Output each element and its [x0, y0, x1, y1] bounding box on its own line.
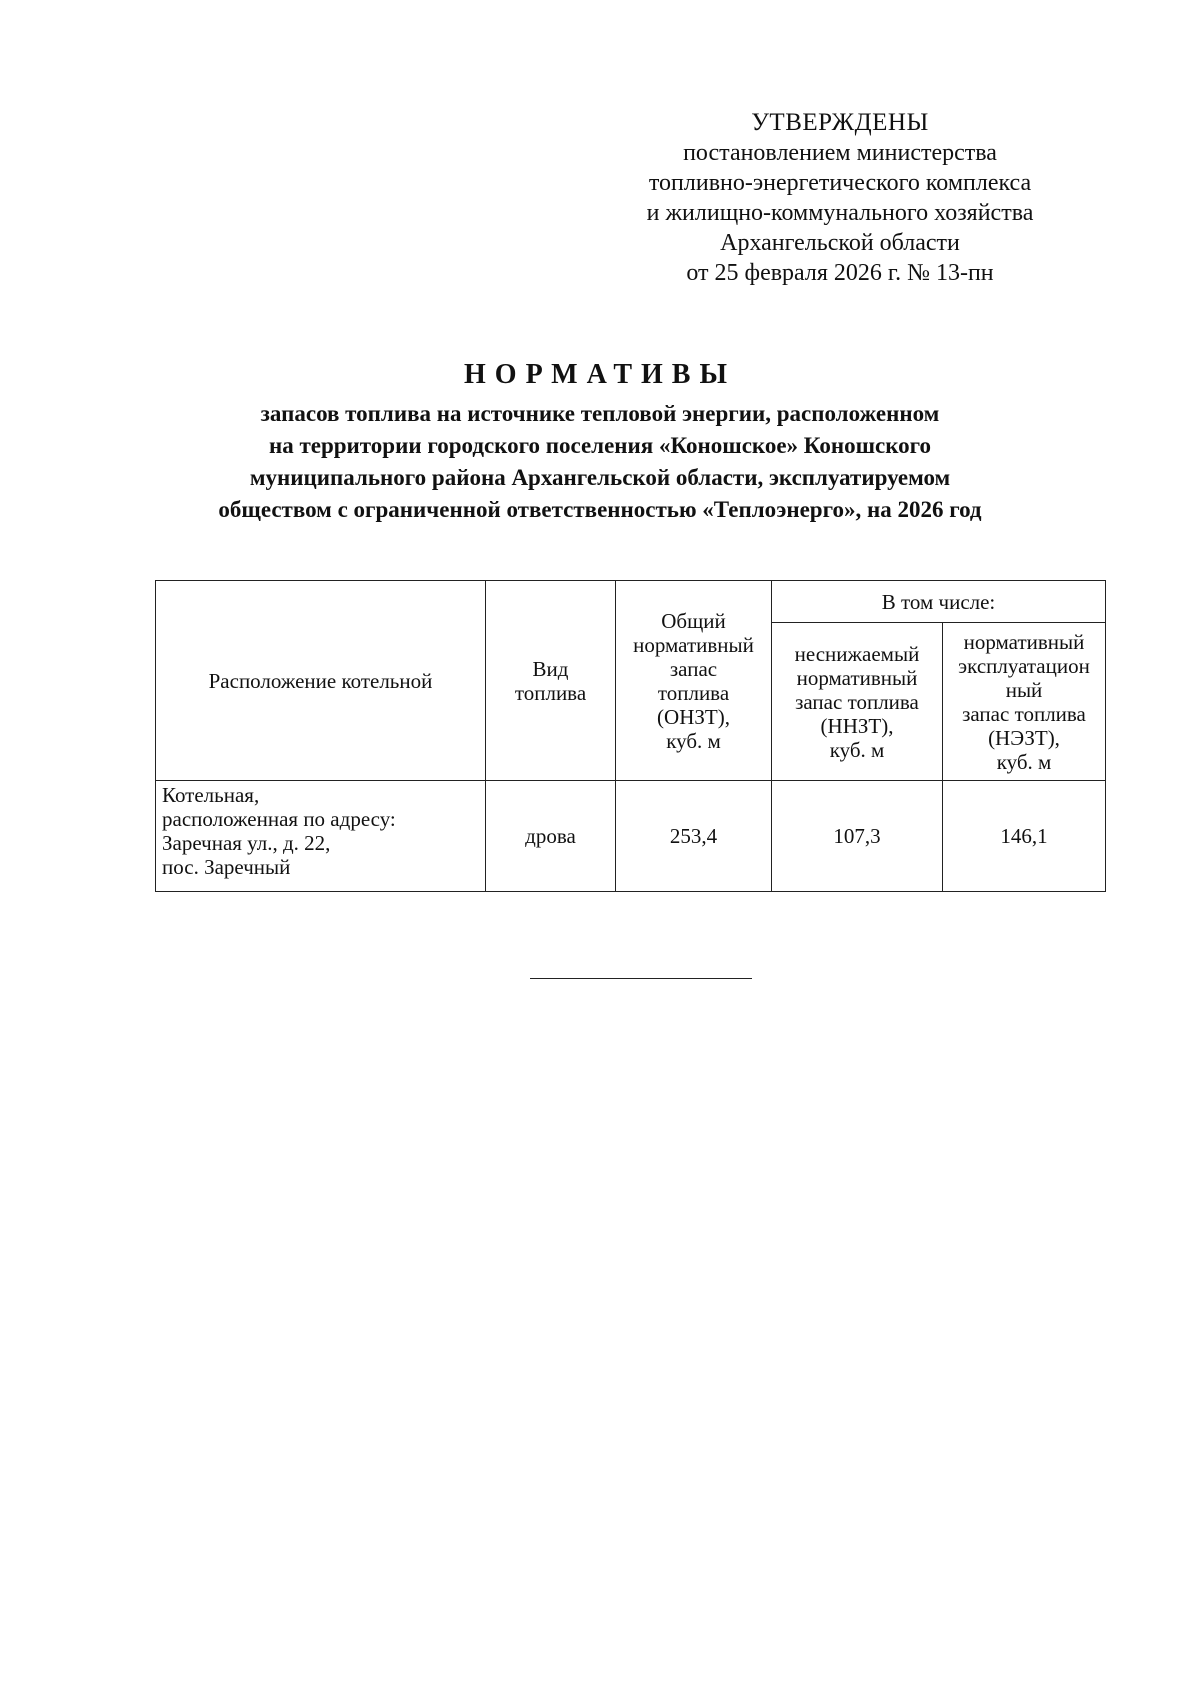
cell-fuel-type: дрова	[486, 781, 616, 892]
header-text-line: запас топлива	[795, 689, 919, 714]
subtitle-line: обществом с ограниченной ответственностью «Теплоэнерго», на 2026 год	[218, 497, 982, 522]
header-including: В том числе:	[772, 581, 1106, 623]
header-text-line: топлива	[514, 680, 587, 705]
fuel-norms-table	[155, 580, 1106, 892]
approval-line: Архангельской области	[720, 230, 960, 256]
header-text-line: Вид	[532, 656, 569, 681]
header-text-line: топлива	[657, 680, 730, 705]
header-nnzt	[772, 623, 943, 781]
location-line: пос. Заречный	[162, 855, 291, 879]
header-text-line: (НЭЗТ),	[988, 725, 1060, 750]
approval-line: топливно-энергетического комплекса	[648, 170, 1032, 196]
header-fuel-type	[486, 581, 616, 781]
location-line: Заречная ул., д. 22,	[162, 831, 331, 855]
header-text-line: запас топлива	[962, 701, 1086, 726]
header-location: Расположение котельной	[156, 581, 486, 781]
header-text-line: (ННЗТ),	[820, 713, 894, 738]
header-text-line: куб. м	[666, 728, 721, 753]
header-text-line: запас	[669, 656, 718, 681]
table-row	[156, 781, 1106, 892]
header-text-line: ный	[1005, 677, 1043, 702]
subtitle-line: муниципального района Архангельской области, эксплуатируемом	[249, 465, 951, 490]
header-text-line: куб. м	[829, 737, 885, 762]
header-text-line: Общий	[661, 608, 726, 633]
cell-nezt: 146,1	[943, 781, 1106, 892]
subtitle-line: на территории городского поселения «Коношское» Коношского	[268, 433, 932, 458]
header-nezt	[943, 623, 1106, 781]
header-total-reserve	[616, 581, 772, 781]
header-text-line: нормативный	[963, 629, 1085, 654]
approval-block	[600, 108, 1080, 288]
cell-location	[156, 781, 486, 892]
table-header-row	[156, 581, 1106, 623]
header-text-line: (ОНЗТ),	[657, 704, 730, 729]
header-text-line: неснижаемый	[794, 641, 920, 666]
header-text-line: нормативный	[796, 665, 918, 690]
subtitle-line: запасов топлива на источнике тепловой энергии, расположенном	[260, 401, 940, 426]
cell-total-reserve: 253,4	[616, 781, 772, 892]
document-subtitle	[120, 398, 1080, 526]
cell-nnzt: 107,3	[772, 781, 943, 892]
header-text-line: нормативный	[633, 632, 754, 657]
location-line: расположенная по адресу:	[162, 807, 396, 831]
document-title: НОРМАТИВЫ	[464, 359, 736, 390]
header-text-line: эксплуатацион	[958, 653, 1090, 678]
approval-heading: УТВЕРЖДЕНЫ	[751, 109, 929, 136]
fuel-norms-table-wrapper	[155, 580, 1105, 892]
approval-line: от 25 февраля 2026 г. № 13-пн	[686, 260, 994, 286]
approval-line: и жилищно-коммунального хозяйства	[646, 200, 1034, 226]
approval-line: постановлением министерства	[683, 140, 997, 166]
location-line: Котельная,	[162, 783, 260, 807]
closing-rule	[530, 978, 752, 979]
header-text-line: куб. м	[996, 749, 1052, 774]
